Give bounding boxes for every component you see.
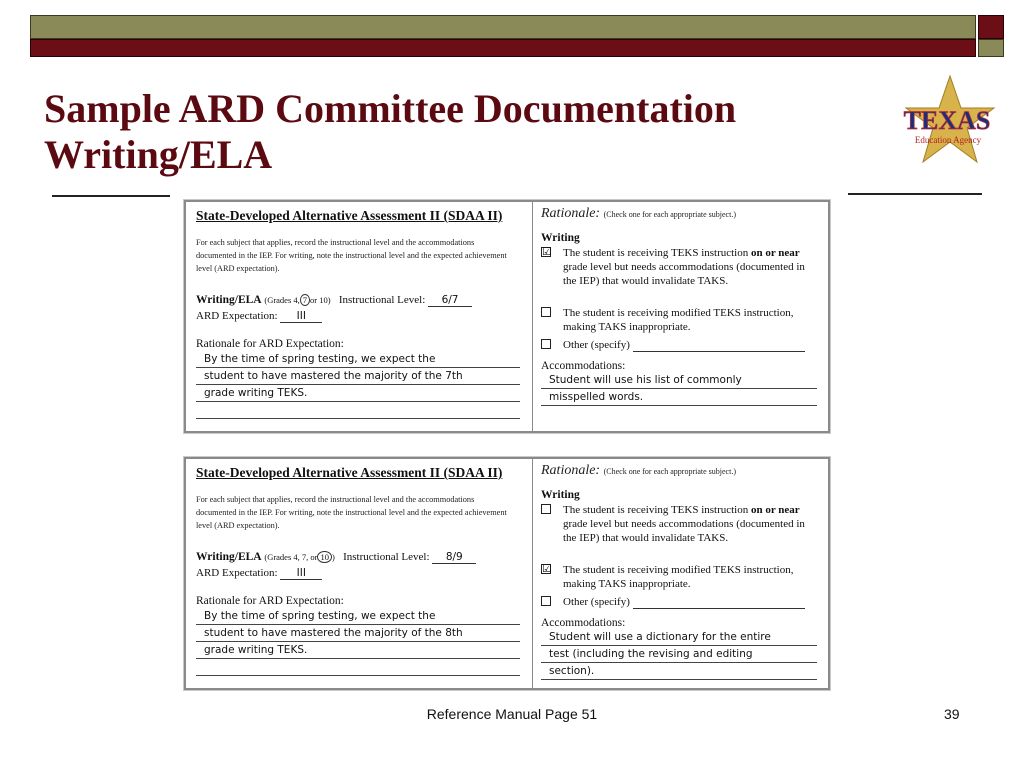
- accommodations-label: Accommodations:: [541, 617, 626, 629]
- ard-expectation-value: III: [280, 310, 322, 323]
- option-modified-checkbox[interactable]: [541, 307, 551, 317]
- option-on-near-post: grade level but needs accommodations (documented in the IEP) that would invalidate TAKS.: [563, 261, 805, 287]
- rationale-line-3: grade writing TEKS.: [196, 643, 520, 659]
- logo-word: TEXAS: [903, 106, 991, 135]
- slide-title-line2: Writing/ELA: [44, 132, 273, 177]
- logo-subtitle: Education Agency: [914, 135, 982, 145]
- grades-open: (Grades 4, 7, or: [264, 552, 318, 562]
- option-modified-teks: [541, 563, 821, 591]
- grade-circled: 10: [317, 551, 332, 563]
- subject-line: [196, 551, 476, 564]
- subject-label: Writing/ELA: [196, 551, 262, 563]
- option-on-near-checkbox[interactable]: ☑: [542, 245, 552, 258]
- footer-reference: Reference Manual Page 51: [426, 706, 598, 722]
- option-modified-teks: [541, 306, 821, 334]
- option-other-line[interactable]: [633, 351, 805, 352]
- grades-close: ): [331, 552, 335, 562]
- slide-number: 39: [944, 706, 960, 722]
- rationale-ard-label: Rationale for ARD Expectation:: [196, 595, 344, 607]
- option-modified-text: The student is receiving modified TEKS instruction, making TAKS inappropriate.: [563, 307, 794, 333]
- rationale-ard-label: Rationale for ARD Expectation:: [196, 338, 344, 350]
- writing-label: Writing: [541, 232, 580, 244]
- rationale-heading-text: Rationale:: [541, 206, 601, 221]
- ard-expectation-value: III: [280, 567, 322, 580]
- option-other-text: Other (specify): [563, 339, 630, 351]
- header-square-olive: [978, 39, 1004, 57]
- option-on-near-grade: [541, 503, 821, 545]
- title-rule-right: [848, 193, 982, 195]
- rationale-line-2: student to have mastered the majority of the 8th: [196, 626, 520, 642]
- rationale-line-1: By the time of spring testing, we expect the: [196, 352, 520, 368]
- slide-title-line1: Sample ARD Committee Documentation: [44, 86, 737, 131]
- header-bar-olive: [30, 15, 976, 39]
- accommodation-line-3: section).: [541, 664, 817, 680]
- ard-expectation-line: [196, 567, 322, 580]
- form-left-column: [186, 459, 533, 688]
- form-instructions: For each subject that applies, record the instructional level and the accommodations documented in the IEP. For writing, note the instructional level and the expected achievement level (ARD expectation).: [196, 495, 507, 530]
- instructional-level-label: Instructional Level:: [343, 551, 430, 563]
- sdaa-form-grade7: [184, 200, 830, 433]
- header-square-red: [978, 15, 1004, 39]
- rationale-note: (Check one for each appropriate subject.): [603, 210, 736, 219]
- form-left-column: [186, 202, 533, 431]
- option-on-near-checkbox[interactable]: [541, 504, 551, 514]
- accommodation-line-2: test (including the revising and editing: [541, 647, 817, 663]
- form-instructions: For each subject that applies, record the instructional level and the accommodations documented in the IEP. For writing, note the instructional level and the expected achievement level (ARD expectation).: [196, 238, 507, 273]
- rationale-heading: [541, 463, 736, 479]
- option-on-near-pre: The student is receiving TEKS instruction: [563, 247, 749, 259]
- sdaa-title: State-Developed Alternative Assessment II (SDAA II): [196, 208, 503, 223]
- rationale-line-1: By the time of spring testing, we expect the: [196, 609, 520, 625]
- grade-circled: 7: [300, 294, 310, 306]
- option-on-near-post: grade level but needs accommodations (documented in the IEP) that would invalidate TAKS.: [563, 518, 805, 544]
- option-modified-text: The student is receiving modified TEKS instruction, making TAKS inappropriate.: [563, 564, 794, 590]
- option-other-text: Other (specify): [563, 596, 630, 608]
- option-other: [541, 338, 821, 352]
- instructional-level-value: 8/9: [432, 551, 476, 564]
- ard-expectation-label: ARD Expectation:: [196, 310, 278, 322]
- form-right-column: [533, 202, 828, 431]
- rationale-line-3: grade writing TEKS.: [196, 386, 520, 402]
- ard-expectation-line: [196, 310, 322, 323]
- option-other-checkbox[interactable]: [541, 596, 551, 606]
- option-on-near-bold: on or near: [751, 504, 800, 516]
- instructional-level-value: 6/7: [428, 294, 472, 307]
- title-rule-left: [52, 195, 170, 197]
- option-other-line[interactable]: [633, 608, 805, 609]
- header-bar-red: [30, 39, 976, 57]
- rationale-line-4: [196, 660, 520, 676]
- option-on-near-bold: on or near: [751, 247, 800, 259]
- rationale-heading: [541, 206, 736, 222]
- ard-expectation-label: ARD Expectation:: [196, 567, 278, 579]
- texas-star-logo-icon: [892, 74, 1002, 166]
- option-on-near-grade: [541, 246, 821, 288]
- subject-label: Writing/ELA: [196, 294, 262, 306]
- accommodation-line-2: misspelled words.: [541, 390, 817, 406]
- accommodations-label: Accommodations:: [541, 360, 626, 372]
- header-bars: [30, 15, 1004, 59]
- option-modified-checkbox[interactable]: ☑: [542, 562, 552, 575]
- rationale-heading-text: Rationale:: [541, 463, 601, 478]
- form-right-column: [533, 459, 828, 688]
- rationale-line-2: student to have mastered the majority of the 7th: [196, 369, 520, 385]
- slide-title: [44, 86, 864, 178]
- option-on-near-pre: The student is receiving TEKS instruction: [563, 504, 749, 516]
- sdaa-form-grade10: [184, 457, 830, 690]
- instructional-level-label: Instructional Level:: [338, 294, 426, 306]
- accommodation-line-1: Student will use his list of commonly: [541, 373, 817, 389]
- option-other: [541, 595, 821, 609]
- subject-line: [196, 294, 472, 307]
- sdaa-title: State-Developed Alternative Assessment II (SDAA II): [196, 465, 503, 480]
- rationale-note: (Check one for each appropriate subject.): [603, 467, 736, 476]
- writing-label: Writing: [541, 489, 580, 501]
- accommodation-line-1: Student will use a dictionary for the entire: [541, 630, 817, 646]
- rationale-line-4: [196, 403, 520, 419]
- grades-open: (Grades 4,: [264, 295, 300, 305]
- option-other-checkbox[interactable]: [541, 339, 551, 349]
- grades-close: or 10): [310, 295, 331, 305]
